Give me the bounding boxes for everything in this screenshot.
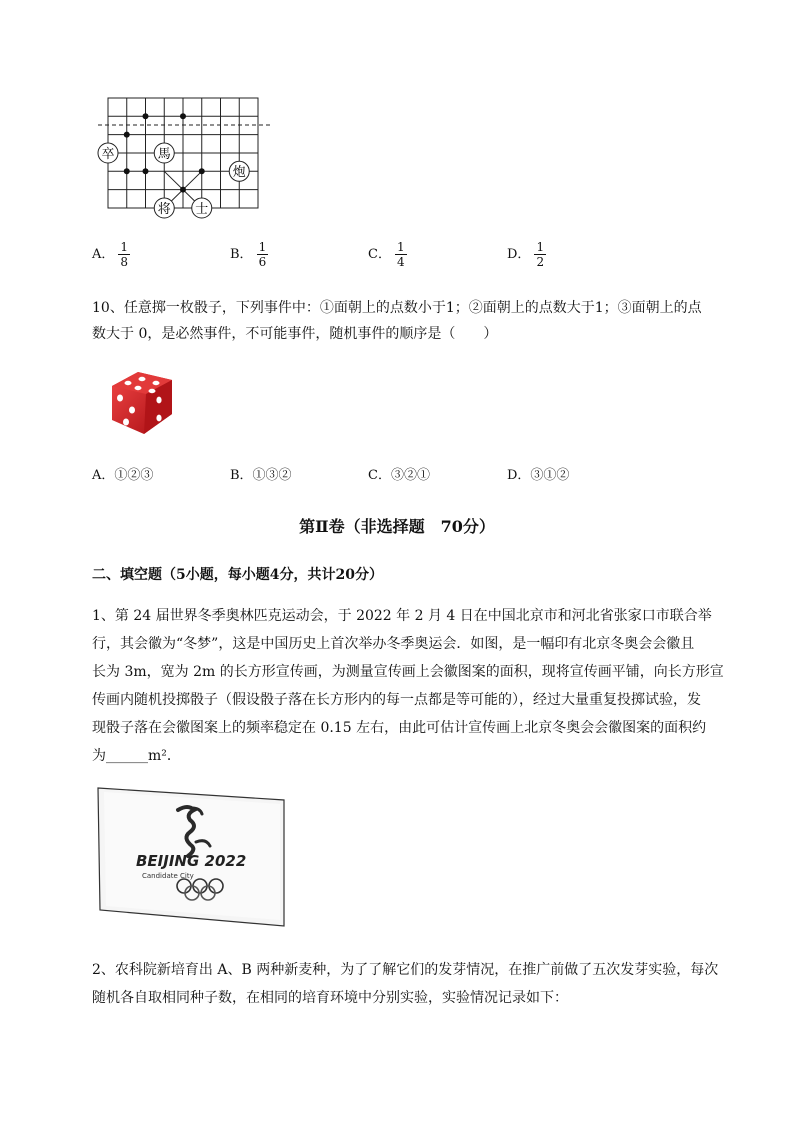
svg-text:卒: 卒 [101,147,115,162]
fill-q1-line: 行，其会徽为“冬梦”，这是中国历史上首次举办冬季奥运会．如图，是一幅印有北京冬奥会会徽且 [92,636,695,652]
svg-text:士: 士 [195,202,209,217]
fill-q1-text [92,602,724,770]
fill-q2-line: 随机各自取相同种子数，在相同的培育环境中分别实验，实验情况记录如下： [92,990,568,1006]
part-two-title: 第Ⅱ卷（非选择题 70分） [299,517,495,536]
q9-option-a[interactable]: A． $\frac{1}{8}$ [92,240,129,269]
q10-line-2: 数大于 0，是必然事件，不可能事件，随机事件的顺序是（ ） [92,326,498,342]
fill-q1-line: 1、第 24 届世界冬季奥林匹克运动会，于 2022 年 2 月 4 日在中国北京市和河北省张家口市联合举 [92,608,712,624]
piece-pao [229,161,249,181]
fill-q2-text [92,956,718,1012]
q10-option-b[interactable]: B．①③② [230,468,292,483]
piece-ma [154,143,174,163]
piece-jiang [154,198,174,218]
fill-q1-line: 长为 3m，宽为 2m 的长方形宣传画，为测量宣传画上会徽图案的面积，现将宣传画平铺，向长方形宣 [92,664,724,680]
q9-option-b[interactable]: B． $\frac{1}{6}$ [230,240,267,269]
q10-line-1: 10、任意掷一枚骰子，下列事件中：①面朝上的点数小于1；②面朝上的点数大于1；③面朝上的点 [92,300,702,316]
poster-logo-text: BEIJING 2022 [136,852,247,870]
svg-text:将: 将 [157,202,171,217]
fill-q1-line: 传画内随机投掷骰子（假设骰子落在长方形内的每一点都是等可能的），经过大量重复投掷试验，发 [92,692,701,708]
olympic-poster-figure [96,786,288,930]
svg-text:炮: 炮 [232,165,246,180]
q9-option-c[interactable]: C． $\frac{1}{4}$ [368,240,405,269]
fill-q2-line: 2、农科院新培育出 A、B 两种新麦种，为了了解它们的发芽情况，在推广前做了五次发芽实验，每次 [92,962,719,978]
svg-text:馬: 馬 [157,147,171,162]
chess-board-figure [96,92,272,222]
fill-in-section-heading: 二、填空题（5小题，每小题4分，共计20分） [92,567,383,583]
piece-zu [98,143,118,163]
fill-q1-line: 现骰子落在会徽图案上的频率稳定在 0.15 左右，由此可估计宣传画上北京冬奥会会徽图案的面积约 [92,720,707,736]
piece-shi [192,198,212,218]
q10-option-d[interactable]: D．③①② [507,468,570,483]
q9-option-d[interactable]: D． $\frac{1}{2}$ [507,240,545,269]
q10-option-c[interactable]: C．③②① [368,468,430,483]
q10-option-a[interactable]: A．①②③ [92,468,154,483]
dice-image [104,366,178,438]
fill-q1-line: 为______m²． [92,748,181,764]
poster-sub-text: Candidate City [142,872,194,880]
